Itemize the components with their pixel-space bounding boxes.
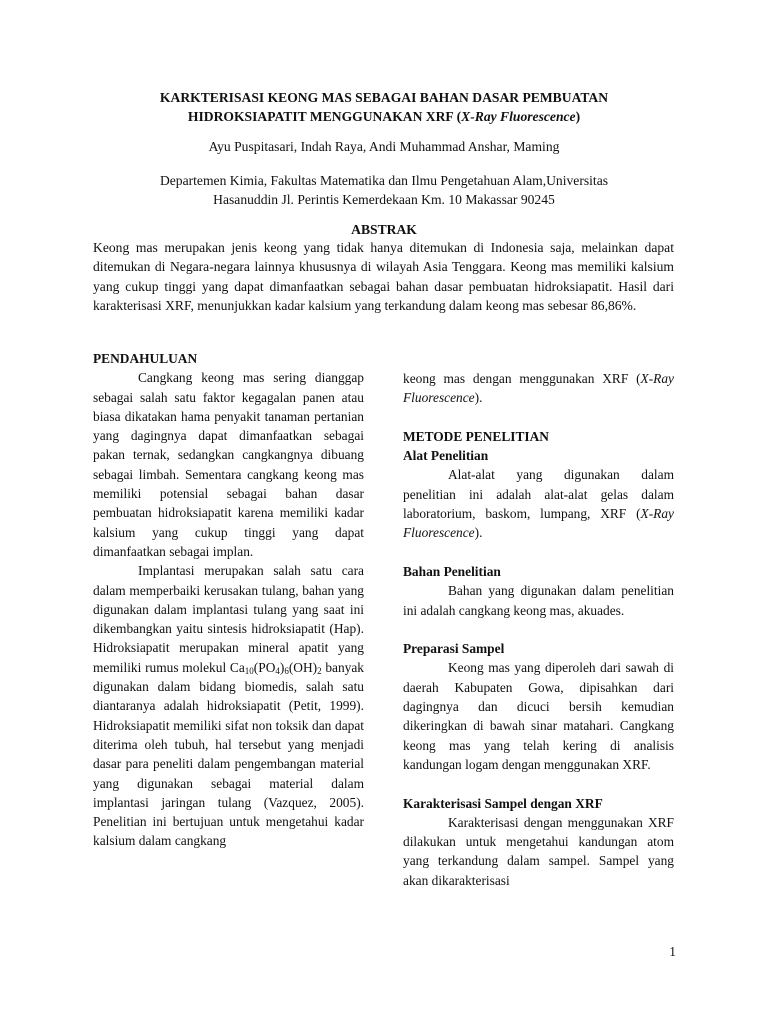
spacer bbox=[403, 543, 674, 562]
author-list: Ayu Puspitasari, Indah Raya, Andi Muhammad Anshar, Maming bbox=[208, 139, 560, 154]
title-line-1: KARKTERISASI KEONG MAS SEBAGAI BAHAN DASAR PEMBUATAN bbox=[159, 90, 609, 105]
intro-continuation: keong mas dengan menggunakan XRF (X-Ray Fluorescence). bbox=[403, 371, 674, 406]
spacer bbox=[403, 620, 674, 639]
methods-heading: METODE PENELITIAN bbox=[403, 428, 549, 444]
paper-title bbox=[60, 88, 708, 126]
materials-paragraph: Bahan yang digunakan dalam penelitian ini adalah cangkang keong mas, akuades. bbox=[403, 583, 674, 618]
tools-heading: Alat Penelitian bbox=[403, 448, 489, 464]
spacer bbox=[403, 408, 674, 427]
intro-paragraph-1: Cangkang keong mas sering dianggap sebagai salah satu faktor kegagalan panen atau biasa dikatakan hama penyakit tanaman pertanian yang dagingnya dapat dimanfaatkan sebagai pakan ternak, sedangkan cangkangnya dibuang sebagai limbah. Sementara cangkang keong mas memiliki potensial sebagai bahan dasar pembuatan hidroksiapatit karena memiliki kadar kalsium yang cukup tinggi yang dapat dimanfaatkan sebagai implan. bbox=[93, 370, 364, 559]
intro-paragraph-2: Implantasi merupakan salah satu cara dalam memperbaiki kerusakan tulang, bahan yang digunakan dalam implantasi tulang yang saat ini dikembangkan yaitu sintesis hidroksiapatit (Hap). Hidroksiapatit merupakan mineral apatit yang memiliki rumus molekul $Ca_{10}(PO_4)_6(OH)_2$ banyak digunakan dalam bidang biomedis, salah satu diantaranya adalah hidroksiapatit (Petit, 1999). Hidroksiapatit memiliki sifat non toksik dan dapat diterima oleh tubuh, hal tersebut yang menjadi dasar para peneliti dalam pengembangan material yang digunakan sebagai material dalam implantasi jaringan tulang (Vazquez, 2005). Penelitian ini bertujuan untuk mengetahui kadar kalsium dalam cangkang bbox=[93, 563, 364, 849]
affiliation bbox=[60, 171, 708, 209]
spacer bbox=[403, 774, 674, 793]
characterization-heading: Karakterisasi Sampel dengan XRF bbox=[403, 795, 603, 811]
left-column bbox=[93, 349, 364, 851]
prep-heading: Preparasi Sampel bbox=[403, 641, 505, 657]
tools-paragraph: Alat-alat yang digunakan dalam penelitian ini adalah alat-alat gelas dalam laboratorium, baskom, lumpang, XRF (X-Ray Fluorescence). bbox=[403, 467, 674, 541]
abstract-heading: ABSTRAK bbox=[351, 222, 417, 237]
page-number: 1 bbox=[669, 944, 676, 959]
affiliation-line-1: Departemen Kimia, Fakultas Matematika dan Ilmu Pengetahuan Alam,Universitas bbox=[159, 173, 609, 188]
abstract-text: Keong mas merupakan jenis keong yang tidak hanya ditemukan di Indonesia saja, melainkan dapat ditemukan di Negara-negara lainnya khususnya di wilayah Asia Tenggara. Keong mas memiliki kalsium yang cukup tinggi yang dapat dimanfaatkan sebagai bahan dasar pembuatan hidroksiapatit. Hasil dari karakterisasi XRF, menunjukkan kadar kalsium yang terkandung dalam keong mas sebesar 86,86%. bbox=[93, 240, 674, 313]
materials-heading: Bahan Penelitian bbox=[403, 563, 501, 579]
prep-paragraph: Keong mas yang diperoleh dari sawah di daerah Kabupaten Gowa, dipisahkan dari dagingnya dan dicuci bersih kemudian dikeringkan di bawah sinar matahari. Cangkang keong mas yang telah kering di analisis kandungan logam dengan menggunakan XRF. bbox=[403, 660, 674, 772]
characterization-paragraph: Karakterisasi dengan menggunakan XRF dilakukan untuk mengetahui kandungan atom yang terkandung dalam sampel. Sampel yang akan dikarakterisasi bbox=[403, 814, 674, 888]
affiliation-line-2: Hasanuddin Jl. Perintis Kemerdekaan Km. 10 Makassar 90245 bbox=[213, 192, 555, 207]
intro-heading: PENDAHULUAN bbox=[93, 351, 198, 366]
title-line-2: HIDROKSIAPATIT MENGGUNAKAN XRF (X-Ray Fluorescence) bbox=[187, 109, 581, 124]
right-column bbox=[403, 369, 674, 890]
